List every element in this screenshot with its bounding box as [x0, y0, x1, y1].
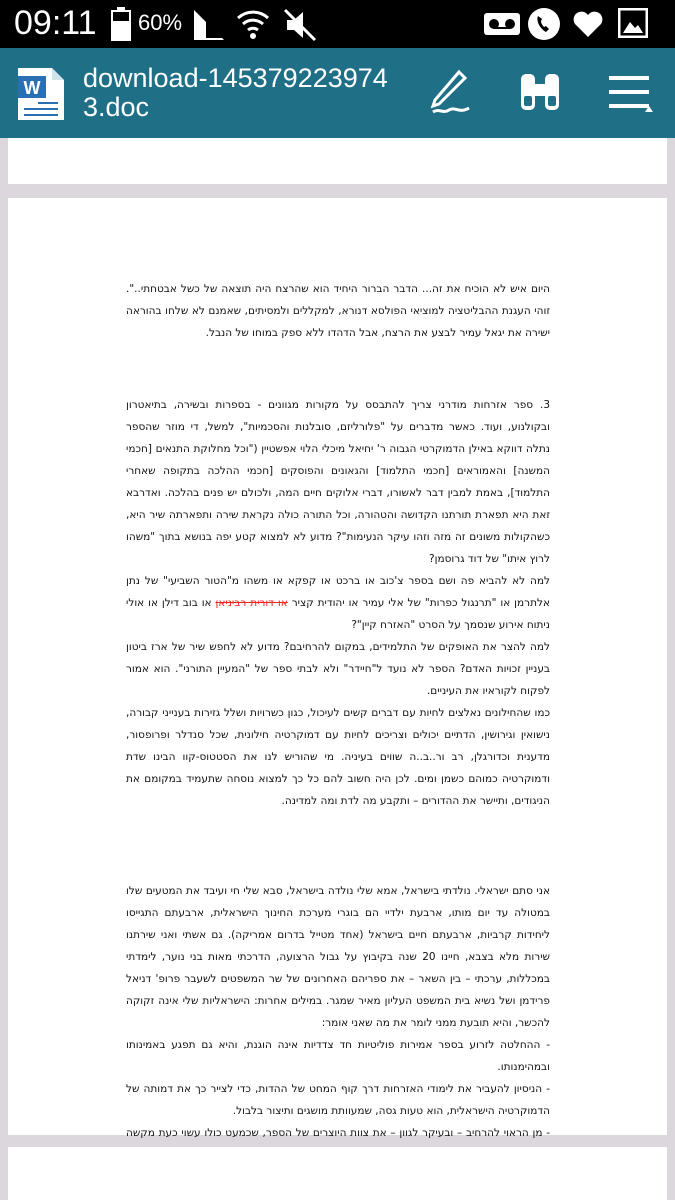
- edit-button[interactable]: [425, 68, 475, 118]
- word-document-icon: [18, 68, 64, 120]
- edit-icon: [425, 68, 475, 118]
- paragraph: 3. ספר אזרחות מודרני צריך להתבסס על מקורות מגוונים - בספרות ובשירה, בתיאטרון ובקולנוע, ועוד. כאשר מדברים על "פלורליזם, סובלנות והסכמיות", למשל, די מוזר שהספר נתלה דווקא באילן הדמוקרטי הגבוה ר' יחיאל מיכלי הלוי אפשטיין ("וכל מחלוקת התנאים [חכמי המשנה] והאמוראים [חכמי התלמוד] והגאונים והפוסקים [חכמי ההלכה בתקופה שאחרי התלמוד], באמת למבין דבר לאשורו, דברי אלוקים חיים המה, ולכולם יש פנים בהלכה. ואדרבא זאת היא תפארת תורתנו הקדושה והטהורה, וכל התורה כולה נקראת שירה ותפארתה שיר היא, כשהקולות משונים זה מזה וזהו עיקר הנעימות"? מדוע לא למצוא קטע יפה בנושא בתוך "משהו לרוץ איתו" של דוד גרוסמן?: [126, 399, 550, 565]
- phone-icon: [527, 7, 561, 41]
- gallery-icon: [618, 8, 648, 38]
- signal-icon: [192, 8, 226, 42]
- document-page: [8, 198, 667, 1139]
- paragraph-text: או בוב דילן או אולי ניתוח אירוע שנסמך על הסרט "האזרח קיין"?: [126, 597, 550, 631]
- voicemail-icon: [483, 10, 521, 38]
- bullet-item: - מן הראוי להרחיב – ובעיקר לגוון – את צוות היוצרים של הספר, שכמעט כולו עשוי כעת מקשה: [126, 1127, 550, 1139]
- status-time: 09:11: [14, 4, 97, 42]
- paragraph: היום איש לא הוכיח את זה... הדבר הברור היחיד הוא שהרצח היה תוצאה של כשל אבטחתי..". זוהי העגנת ההבליטציה למוציאי הפולסא דנורא, למקללים ולמסיתים, שאמנם לא שלחו בהוראה ישירה את יגאל עמיר לבצע את הרצח, אבל הדהדו ללא ספק במוחו של הנבל.: [126, 283, 550, 339]
- heart-icon: [572, 9, 604, 39]
- paragraph: אני סתם ישראלי. נולדתי בישראל, אמא שלי נולדה בישראל, סבא שלי חי ועיבד את המטעים שלו במטולה עד יום מותו, ארבעת ילדיי הם בוגרי מערכת החינוך הישראלית, ארבעתם התגייסו ליחידות קרביות, ארבעתם חיים בישראל (אחד מטייל בדרום אמריקה). גם אשתי ואני שירתנו שירות מלא בצבא, חיינו 20 שנה בקיבוץ על גבול הרצועה, הדרכתי מאות בני נוער, לימדתי במכללות, ערכתי – בין השאר – את ספריהם האחרונים של שר המשפטים לשעבר פרופ' דניאל פרידמן ושל נשיא בית המשפט העליון מאיר שמגר. במילים אחרות: הישראליות שלי אינה זקוקה להכשר, והיא תובעת ממני לומר את מה שאני אומר:: [126, 885, 550, 1029]
- paragraph: כמו שהחילונים נאלצים לחיות עם דברים קשים לעיכול, כגון כשרויות ושלל גזירות בענייני קבורה, נישואין וגירושין, הדתיים יכולים וצריכים לחיות עם דמוקרטיה חילונית, שכל סנדלר ופרופסור, מדענית וכדורגלן, רב ור..ב..ה שווים בעיניה. מי שהוריש לנו את הסטטוס-קוו הבינו שדת ודמוקרטיה כמוהם כשמן ומים. לכן היה חשוב להם כל כך למצוא נוסחה שתעמיד במקומם את הניגודים, ותיישר את ההדורים – ותקבע מה לדת ומה למדינה.: [126, 707, 550, 807]
- bullet-item: - הניסיון להעביר את לימודי האזרחות דרך קוף המחט של ההדות, כדי לצייר כך את דמותה של הדמוקרטיה הישראלית, הוא טעות גסה, שמעוותת מושגים ותיצור בלבול.: [126, 1083, 550, 1117]
- mute-icon: [283, 8, 317, 42]
- find-button[interactable]: [515, 68, 565, 118]
- find-icon: [515, 68, 565, 118]
- battery-icon: [111, 7, 131, 41]
- status-bar: [0, 0, 675, 48]
- battery-percent: 60%: [138, 10, 183, 35]
- document-title: download-1453792239743.doc: [83, 63, 388, 122]
- menu-button[interactable]: [605, 68, 655, 118]
- bullet-item: - ההחלטה לזרוע בספר אמירות פוליטיות חד צדדיות אינה הוגנת, והיא גם תפגע באמינותו ובמהימנותו.: [126, 1039, 550, 1073]
- next-page: [8, 1147, 667, 1200]
- wifi-icon: [235, 6, 271, 42]
- paragraph-text: למה לא להביא פה ושם בספר צ'כוב או ברכט או קפקא או משהו מ"הטור השביעי" של נתן אלתרמן או "תרנגול כפרות" של אלי עמיר או יהודית קציר: [126, 575, 550, 609]
- document-body: [126, 278, 550, 1166]
- previous-page: [8, 138, 667, 184]
- paragraph: [126, 570, 550, 636]
- svg-text:W: W: [23, 78, 41, 98]
- app-toolbar: [0, 48, 675, 138]
- paragraph: למה להצר את האופקים של התלמידים, במקום להרחיבם? מדוע לא לחפש שיר של ארז ביטון בעניין זכויות האדם? הספר לא נועד ל"חיידר" ולא לבתי ספר של "המעיין התורני". הוא אמור לפקוח לקוראיו את העיניים.: [126, 641, 550, 697]
- tracked-deletion: או דורית רביניאן: [215, 597, 288, 609]
- menu-icon: [605, 68, 655, 118]
